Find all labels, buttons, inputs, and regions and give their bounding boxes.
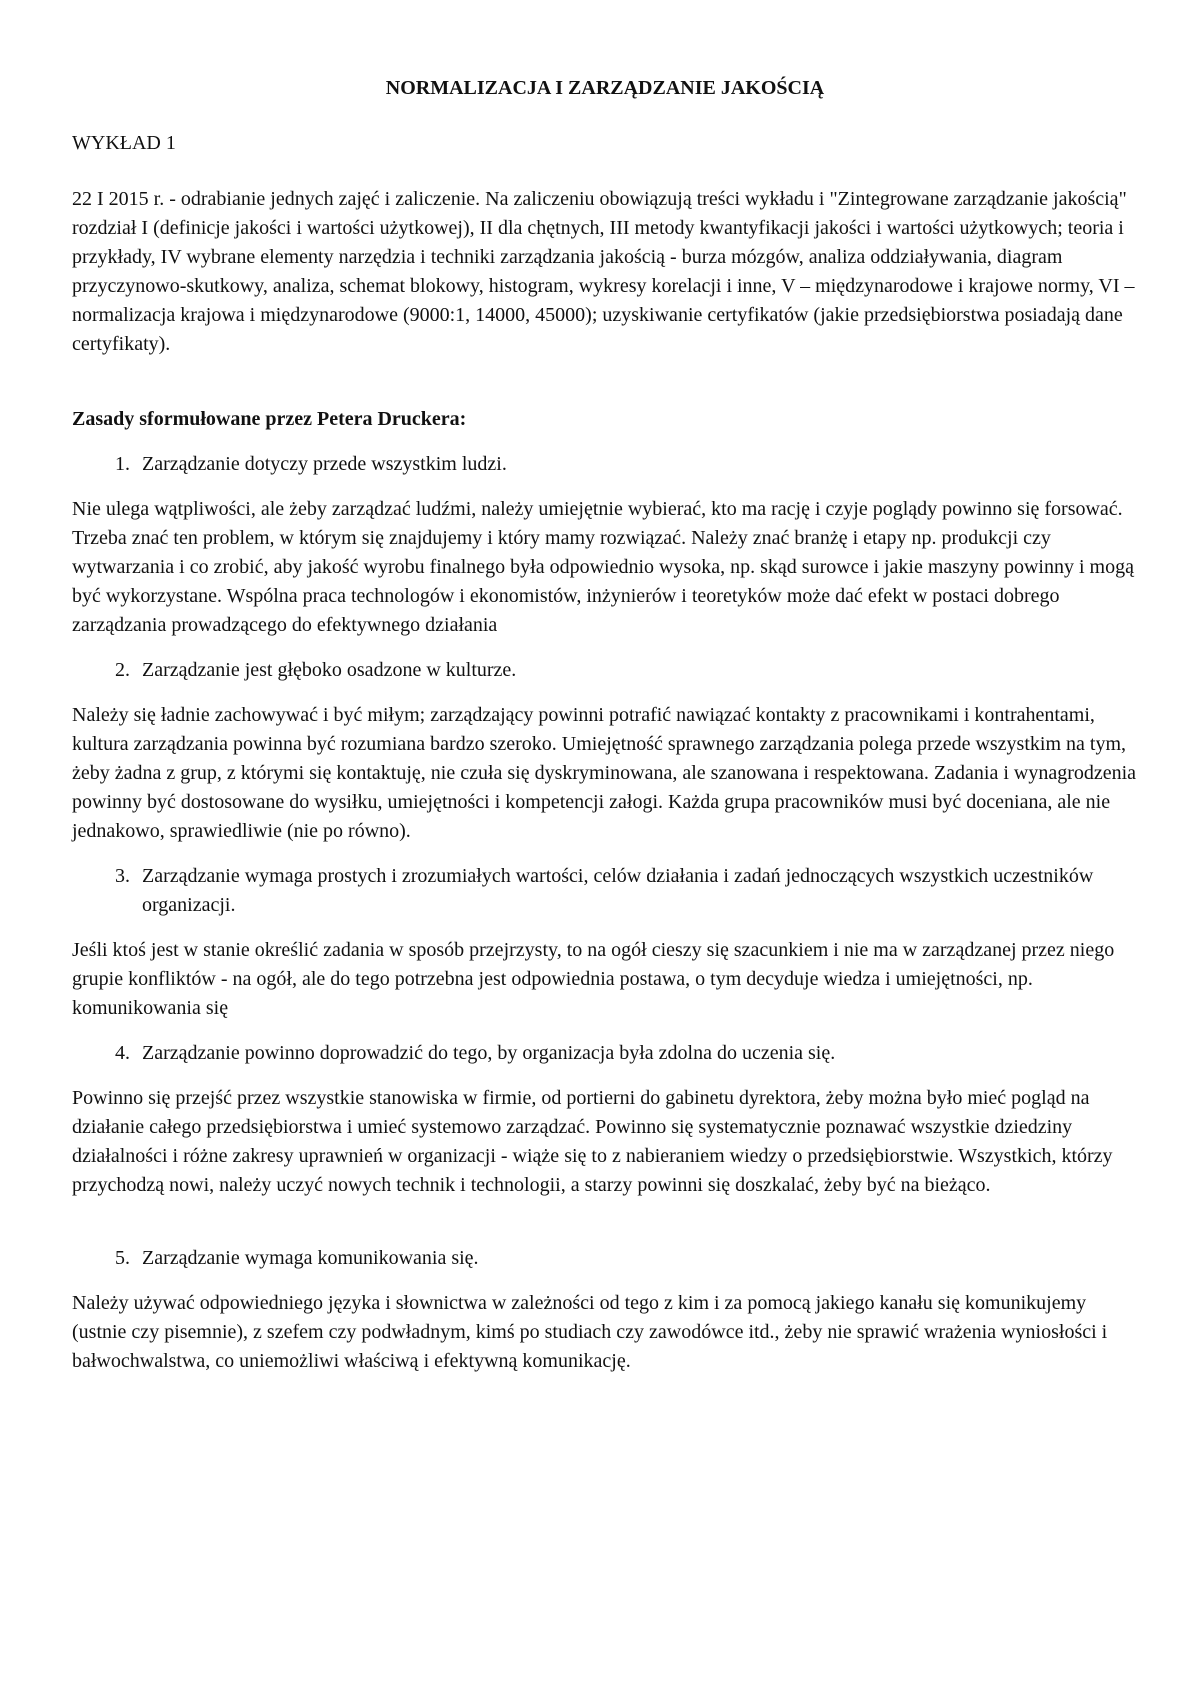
section-heading: Zasady sformułowane przez Petera Druckera:: [72, 408, 467, 430]
intro-paragraph: 22 I 2015 r. - odrabianie jednych zajęć i zaliczenie. Na zaliczeniu obowiązują treści wykładu i "Zintegrowane zarządzanie jakością" rozdział I (definicje jakości i wartości użytkowej), II dla chętnych, III metody kwantyfikacji jakości i wartości użytkowych; teoria i przykłady, IV wybrane elementy narzędzia i techniki zarządzania jakością - burza mózgów, analiza oddziaływania, diagram przyczynowo-skutkowy, analiza, schemat blokowy, histogram, wykresy korelacji i inne, V – międzynarodowe i krajowe normy, VI – normalizacja krajowa i międzynarodowe (9000:1, 14000, 45000); uzyskiwanie certyfikatów (jakie przedsiębiorstwa posiadają dane certyfikaty).: [72, 188, 1135, 355]
principle-title: Zarządzanie jest głęboko osadzone w kulturze.: [142, 659, 517, 681]
principle-body: Jeśli ktoś jest w stanie określić zadania w sposób przejrzysty, to na ogół cieszy się szacunkiem i nie ma w zarządzanej przez niego grupie konfliktów - na ogół, ale do tego potrzebna jest odpowiednia postawa, o tym decyduje wiedza i umiejętności, np. komunikowania się: [72, 939, 1115, 1019]
principle-body: Nie ulega wątpliwości, ale żeby zarządzać ludźmi, należy umiejętnie wybierać, kto ma rację i czyje poglądy powinno się forsować. Trzeba znać ten problem, w którym się znajdujemy i który mamy rozwiązać. Należy znać branżę i etapy np. produkcji czy wytwarzania i co zrobić, aby jakość wyrobu finalnego była odpowiednio wysoka, np. skąd surowce i jakie maszyny powinny i mogą być wykorzystane. Wspólna praca technologów i ekonomistów, inżynierów i teoretyków może dać efekt w postaci dobrego zarządzania prowadzącego do efektywnego działania: [72, 498, 1134, 636]
principle-number: 1.: [115, 453, 130, 475]
principle-1: [72, 450, 1138, 479]
principle-5: [72, 1244, 1138, 1273]
principle-title: Zarządzanie powinno doprowadzić do tego, by organizacja była zdolna do uczenia się.: [142, 1042, 836, 1064]
principle-body: Należy się ładnie zachowywać i być miłym; zarządzający powinni potrafić nawiązać kontakty z pracownikami i kontrahentami, kultura zarządzania powinna być rozumiana bardzo szeroko. Umiejętność sprawnego zarządzania polega przede wszystkim na tym, żeby żadna z grup, z którymi się kontaktuję, nie czuła się dyskryminowana, ale szanowana i respektowana. Zadania i wynagrodzenia powinny być dostosowane do wysiłku, umiejętności i kompetencji załogi. Każda grupa pracowników musi być doceniana, ale nie jednakowo, sprawiedliwie (nie po równo).: [72, 704, 1137, 842]
principle-title: Zarządzanie wymaga komunikowania się.: [142, 1247, 479, 1269]
document-title: NORMALIZACJA I ZARZĄDZANIE JAKOŚCIĄ: [385, 77, 825, 99]
principle-number: 2.: [115, 659, 130, 681]
lecture-label: WYKŁAD 1: [72, 132, 176, 154]
principle-3: [72, 862, 1138, 920]
principle-title: Zarządzanie wymaga prostych i zrozumiałych wartości, celów działania i zadań jednoczących wszystkich uczestników organizacji.: [142, 865, 1094, 916]
principle-number: 5.: [115, 1247, 130, 1269]
principle-4: [72, 1039, 1138, 1068]
principle-number: 4.: [115, 1042, 130, 1064]
principle-body: Powinno się przejść przez wszystkie stanowiska w firmie, od portierni do gabinetu dyrektora, żeby można było mieć pogląd na działanie całego przedsiębiorstwa i umieć systemowo zarządzać. Powinno się systematycznie poznawać wszystkie dziedziny działalności i różne zakresy uprawnień w organizacji - wiąże się to z nabieraniem wiedzy o przedsiębiorstwie. Wszystkich, którzy przychodzą nowi, należy uczyć nowych technik i technologii, a starzy powinni się doszkalać, żeby być na bieżąco.: [72, 1087, 1113, 1196]
principle-body: Należy używać odpowiedniego języka i słownictwa w zależności od tego z kim i za pomocą jakiego kanału się komunikujemy (ustnie czy pisemnie), z szefem czy podwładnym, kimś po studiach czy zawodówce itd., żeby nie sprawić wrażenia wyniosłości i bałwochwalstwa, co uniemożliwi właściwą i efektywną komunikację.: [72, 1292, 1108, 1372]
principle-title: Zarządzanie dotyczy przede wszystkim ludzi.: [142, 453, 507, 475]
principle-2: [72, 656, 1138, 685]
principle-number: 3.: [115, 865, 130, 887]
